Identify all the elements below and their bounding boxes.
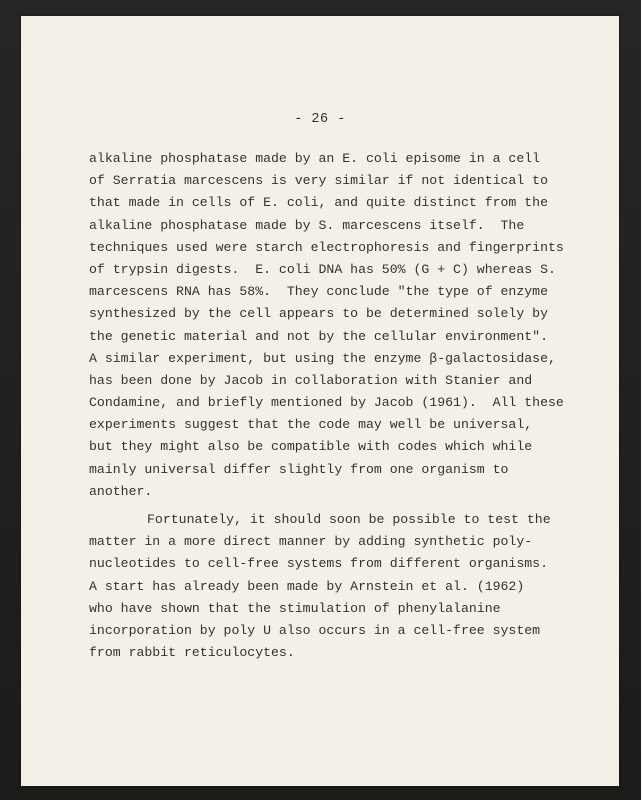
text-line: mainly universal differ slightly from one organism to	[89, 461, 509, 477]
text-line: nucleotides to cell-free systems from different organisms.	[89, 556, 548, 572]
text-line: alkaline phosphatase made by an E. coli episome in a cell	[89, 151, 541, 166]
text-line: of Serratia marcescens is very similar if not identical to	[89, 173, 548, 189]
text-line: marcescens RNA has 58%. They conclude "the type of enzyme	[89, 284, 548, 300]
page-number: - 26 -	[294, 112, 346, 127]
text-line: that made in cells of E. coli, and quite distinct from the	[89, 195, 548, 211]
text-line: Fortunately, it should soon be possible to test the	[147, 512, 551, 527]
text-line: matter in a more direct manner by adding synthetic poly-	[89, 534, 533, 550]
paragraph-2	[89, 509, 589, 664]
text-line: synthesized by the cell appears to be determined solely by	[89, 306, 548, 322]
text-line: A start has already been made by Arnstein et al. (1962)	[89, 578, 525, 594]
text-line: incorporation by poly U also occurs in a cell-free system	[89, 622, 541, 638]
body-text	[89, 148, 589, 664]
text-line: who have shown that the stimulation of phenylalanine	[89, 600, 501, 616]
text-line: from rabbit reticulocytes.	[89, 645, 295, 661]
text-line: alkaline phosphatase made by S. marcescens itself. The	[89, 217, 525, 233]
text-line: has been done by Jacob in collaboration with Stanier and	[89, 372, 533, 388]
text-line: of trypsin digests. E. coli DNA has 50% (G + C) whereas S.	[89, 261, 556, 277]
text-line: but they might also be compatible with codes which while	[89, 439, 533, 455]
text-line: A similar experiment, but using the enzyme β-galactosidase,	[89, 350, 556, 366]
text-line: techniques used were starch electrophoresis and fingerprints	[89, 239, 564, 255]
text-line: Condamine, and briefly mentioned by Jacob (1961). All these	[89, 395, 564, 411]
text-line: experiments suggest that the code may well be universal,	[89, 417, 533, 433]
document-page	[21, 16, 619, 786]
text-line: another.	[89, 483, 153, 499]
text-line: the genetic material and not by the cellular environment".	[89, 328, 548, 344]
paragraph-1	[89, 148, 589, 503]
